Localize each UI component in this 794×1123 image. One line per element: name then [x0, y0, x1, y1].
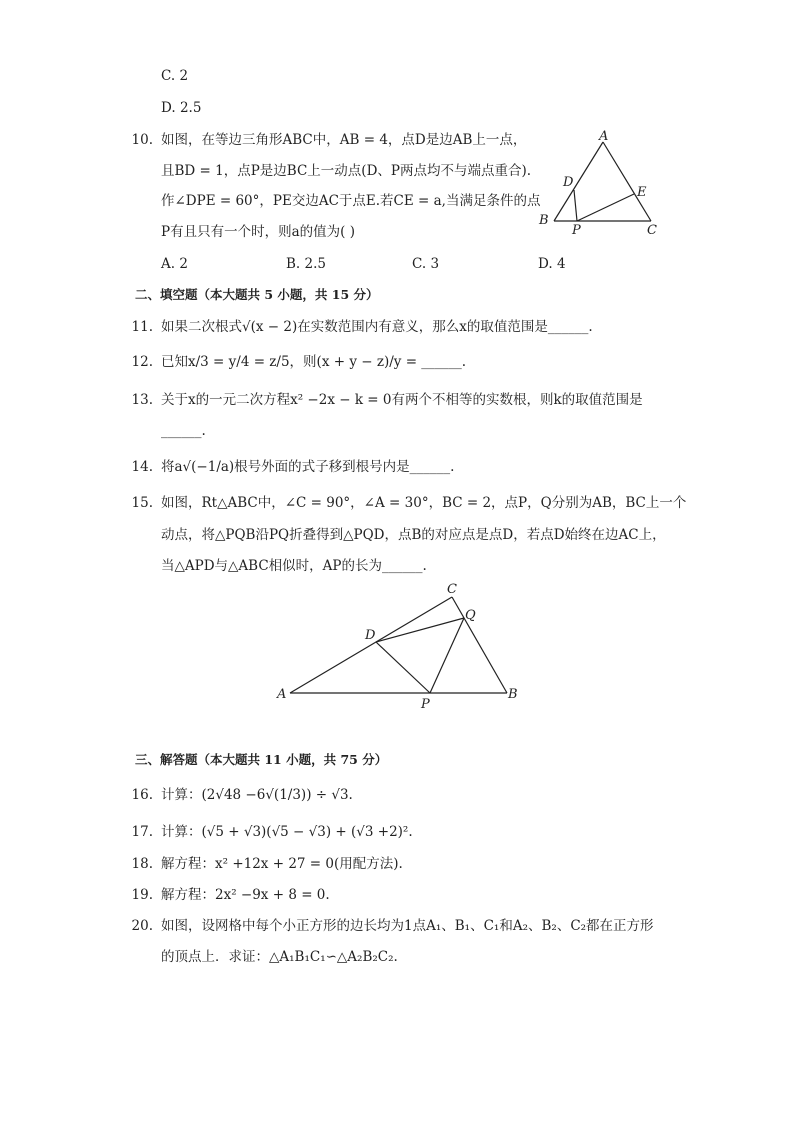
question-text: 动点，将△PQB沿PQ折叠得到△PQD，点B的对应点是点D，若点D始终在边AC上， [161, 527, 666, 543]
label-q: Q [465, 608, 476, 623]
question-number: 13. [131, 392, 153, 408]
question-text: 如图，设网格中每个小正方形的边长均为1点A₁、B₁、C₁和A₂、B₂、C₂都在正方形 [161, 918, 654, 934]
option-c [161, 66, 188, 86]
option-letter: C. [161, 68, 176, 84]
question-number: 20. [131, 918, 153, 934]
option-text: 2 [179, 68, 189, 84]
option-letter: A. [161, 256, 176, 272]
question-text: 作∠DPE = 60°，PE交边AC于点E.若CE = a,当满足条件的点 [161, 193, 541, 209]
option-b [286, 254, 326, 274]
option-letter: B. [286, 256, 301, 272]
question-number: 15. [131, 495, 153, 511]
figure-equilateral-triangle [535, 128, 670, 240]
question-text: 关于x的一元二次方程x² −2x − k = 0有两个不相等的实数根，则k的取值范围是 [161, 392, 643, 408]
question-number: 18. [131, 856, 153, 872]
option-text: 4 [556, 256, 566, 272]
question-text: P有且只有一个时，则a的值为( ) [161, 224, 355, 240]
label-a: A [599, 129, 609, 144]
label-d: D [365, 628, 376, 643]
label-p: P [572, 223, 581, 238]
question-number: 17. [131, 824, 153, 840]
question-text: 当△APD与△ABC相似时，AP的长为______. [161, 558, 427, 574]
option-c [412, 254, 439, 274]
question-number: 14. [131, 459, 153, 475]
label-c: C [647, 223, 657, 238]
question-text: ______. [161, 423, 206, 439]
question-number: 10. [131, 132, 153, 148]
option-a [161, 254, 188, 274]
question-text: 解方程：x² +12x + 27 = 0(用配方法). [161, 856, 403, 872]
label-p: P [421, 697, 430, 712]
option-d [161, 98, 201, 118]
question-text: 如果二次根式√(x − 2)在实数范围内有意义，那么x的取值范围是______. [161, 319, 593, 335]
option-text: 2.5 [179, 100, 202, 116]
section-heading: 二、填空题（本大题共 5 小题，共 15 分） [135, 287, 379, 302]
label-b: B [539, 213, 549, 228]
question-text: 计算：(2√48 −6√(1/3)) ÷ √3. [161, 787, 353, 803]
question-number: 11. [131, 319, 153, 335]
label-c: C [447, 582, 457, 597]
section-heading: 三、解答题（本大题共 11 小题，共 75 分） [135, 752, 388, 767]
question-text: 将a√(−1/a)根号外面的式子移到根号内是______. [161, 459, 455, 475]
option-letter: D. [161, 100, 176, 116]
label-b: B [508, 687, 518, 702]
option-text: 2.5 [304, 256, 326, 272]
option-text: 2 [179, 256, 188, 272]
question-number: 19. [131, 887, 153, 903]
question-text: 如图，在等边三角形ABC中，AB = 4，点D是边AB上一点， [161, 132, 527, 148]
question-text: 且BD = 1，点P是边BC上一动点(D、P两点均不与端点重合). [161, 163, 532, 179]
question-number: 16. [131, 787, 153, 803]
label-a: A [277, 687, 287, 702]
question-text: 如图，Rt△ABC中，∠C = 90°，∠A = 30°，BC = 2，点P，Q分别为AB，BC上一个 [161, 495, 687, 511]
label-d: D [563, 175, 574, 190]
label-e: E [637, 185, 647, 200]
question-text: 解方程：2x² −9x + 8 = 0. [161, 887, 330, 903]
question-text: 的顶点上．求证：△A₁B₁C₁∽△A₂B₂C₂. [161, 949, 398, 965]
question-text: 已知x/3 = y/4 = z/5，则(x + y − z)/y = ______. [161, 354, 467, 370]
option-letter: D. [538, 256, 553, 272]
question-text: 计算：(√5 + √3)(√5 − √3) + (√3 +2)². [161, 824, 413, 840]
option-d [538, 254, 566, 274]
question-number: 12. [131, 354, 153, 370]
option-letter: C. [412, 256, 427, 272]
option-text: 3 [430, 256, 440, 272]
figure-right-triangle [270, 578, 530, 713]
